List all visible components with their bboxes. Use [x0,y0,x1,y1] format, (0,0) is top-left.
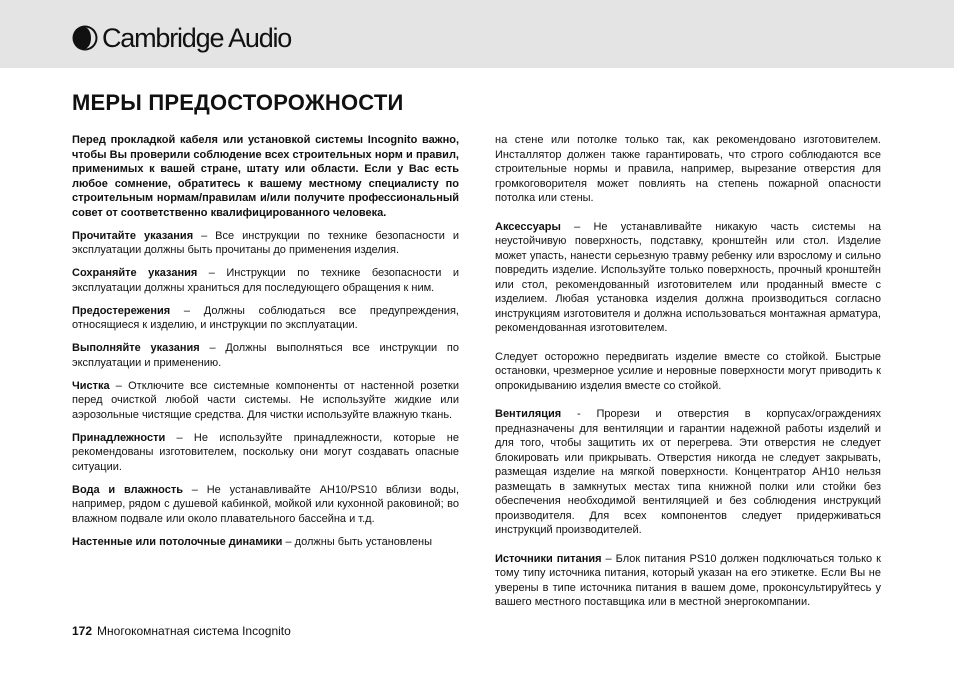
section-term: Принадлежности [72,431,166,444]
section-text: – Отключите все системные компоненты от настенной розетки перед очисткой любой части системы. Не используйте жидкие или аэрозольные чистящие средства. Для чистки используйте влажную ткань. [72,379,459,421]
section-term: Прочитайте указания [72,229,194,242]
right-column [495,133,881,618]
page-header [0,0,954,68]
section-term: Сохраняйте указания [72,267,198,279]
section-read-instructions [72,229,459,258]
brand-logo [72,21,291,55]
page-title: МЕРЫ ПРЕДОСТОРОЖНОСТИ [72,90,404,115]
page-number: 172 [72,624,93,638]
section-text: – Должны соблюдаться все предупреждения, относящиеся к изделию, и инструкции по эксплуатации. [72,304,459,331]
section-text: – Не устанавливайте AH10/PS10 вблизи воды, например, рядом с душевой кабинкой, мойкой или кухонной раковиной; во влажном подвале или около плавательного бассейна и т.д. [72,483,459,525]
section-water-moisture [72,483,459,527]
section-term: Предостережения [72,304,171,317]
section-follow-instructions [72,341,459,370]
section-cart-warning [495,350,881,394]
section-text: – Блок питания PS10 должен подключаться только к тому типу источника питания, который указан на его этикетке. Если Вы не уверены в типе источника питания в вашем доме, проконсультируйтесь у вашего местного поставщика или в местной энергокомпании. [495,552,881,608]
cambridge-audio-logo-icon [72,25,98,51]
section-text: – Не используйте принадлежности, которые не рекомендованы изготовителем, поскольку они могут создавать опасные ситуации. [72,431,459,473]
section-term: Аксессуары [495,220,561,233]
left-column [72,133,459,558]
footer-caption: Многокомнатная система Incognito [97,624,291,638]
intro-text: Перед прокладкой кабеля или установкой системы Incognito важно, чтобы Вы проверили соблюдение всех строительных норм и правил, применимых к вашей стране, штату или области. Если у Вас есть любое сомнение, обратитесь к вашему местному специалисту по строительным нормам/правилам и/или получите профессиональный совет от соответственно квалифицированного человека. [72,134,459,219]
section-term: Выполняйте указания [72,342,200,354]
section-accessories [495,220,881,336]
section-ventilation [495,407,881,538]
section-term: Настенные или потолочные динамики [72,535,283,548]
section-term: Вентиляция [495,408,562,420]
section-power-sources [495,552,881,610]
section-text: Следует осторожно передвигать изделие вместе со стойкой. Быстрые остановки, чрезмерное усилие и неровные поверхности могут приводить к опрокидыванию изделия вместе со стойкой. [495,350,881,392]
section-cleaning [72,379,459,423]
section-text: на стене или потолке только так, как рекомендовано изготовителем. Инсталлятор должен также гарантировать, что строго соблюдаются все строительные нормы и правила, например, вырезание отверстия для громкоговорителя может повлиять на степень пожарной опасности потолка или стены. [495,134,881,204]
section-text: – должны быть установлены [282,535,433,548]
intro-paragraph [72,133,459,220]
section-term: Чистка [72,379,110,392]
section-text: – Не устанавливайте никакую часть системы на неустойчивую поверхность, подставку, кронштейн или стол. Изделие может упасть, нанести серьезную травму ребенку или взрослому и сильно повредить изделие. Используйте только поверхность, прочный кронштейн или стол, рекомендованный изготовителем или проданный вместе с изделием. Любая установка изделия должна производиться согласно инструкциям изготовителя и должна использоваться монтажная арматура, рекомендованная изготовителем. [495,220,881,334]
section-keep-instructions [72,266,459,295]
section-wall-ceiling-speakers [72,535,459,550]
section-wall-ceiling-continued [495,133,881,206]
section-attachments [72,431,459,475]
section-warnings [72,304,459,333]
section-term: Вода и влажность [72,483,183,496]
section-term: Источники питания [495,552,602,565]
section-text: - Прорези и отверстия в корпусах/ограждениях предназначены для вентиляции и гарантии надежной работы изделий и для того, чтобы защитить их от перегрева. Эти отверстия не следует блокировать или прикрывать. Отверстия никогда не следует закрывать, размещая изделие на мягкой поверхности. Концентратор AH10 нельзя размещать в замкнутых местах типа книжной полки или стойки без обеспечения необходимой вентиляцией и без соблюдения инструкций производителя. Для всех компонентов следует придерживаться инструкций производителей. [495,408,881,536]
brand-name: Cambridge Audio [102,22,292,53]
page-footer [72,624,291,638]
section-text: – Все инструкции по технике безопасности и эксплуатации должны быть прочитаны до применения изделия. [72,229,459,256]
section-text: – Инструкции по технике безопасности и эксплуатации должны храниться для последующего обращения к ним. [72,267,459,294]
section-text: – Должны выполняться все инструкции по эксплуатации и применению. [72,342,459,369]
